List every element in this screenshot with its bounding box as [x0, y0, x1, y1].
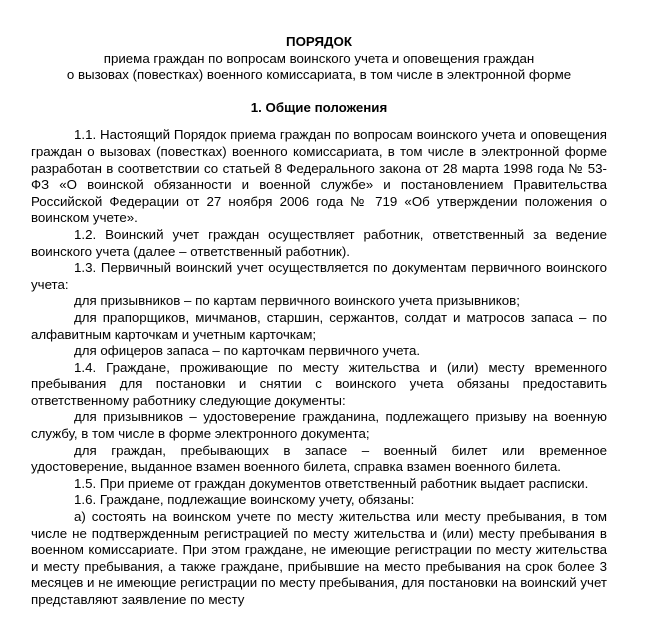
- paragraph-1-4: 1.4. Граждане, проживающие по месту жительства и (или) месту временного пребывания для постановки и снятии с воинского учета обязаны предоставить ответственному работнику следующие документы:: [31, 359, 607, 408]
- document-body: [31, 127, 607, 608]
- document-page: [31, 0, 607, 609]
- paragraph-1-3: 1.3. Первичный воинский учет осуществляется по документам первичного воинского учета:: [31, 260, 607, 292]
- paragraph-1-3-officers: для офицеров запаса – по карточкам первичного учета.: [74, 343, 421, 359]
- paragraph-1-1: 1.1. Настоящий Порядок приема граждан по вопросам воинского учета и оповещения граждан о вызовах (повестках) военного комиссариата, в том числе в электронной форме разработан в соответствии со статьей 8 Федерального закона от 28 марта 1998 года № 53-ФЗ «О воинской обязанности и военной службе» и постановлением Правительства Российской Федерации от 27 ноября 2006 года № 719 «Об утверждении положения о воинском учете».: [31, 127, 607, 226]
- document-subtitle-line-2: о вызовах (повестках) военного комиссариата, в том числе в электронной форме: [66, 67, 572, 83]
- paragraph-1-3-ensigns: для прапорщиков, мичманов, старшин, сержантов, солдат и матросов запаса – по алфавитным карточкам и учетным карточкам;: [31, 309, 607, 342]
- paragraph-1-2: 1.2. Воинский учет граждан осуществляет работник, ответственный за ведение воинского учета (далее – ответственный работник).: [31, 226, 607, 259]
- document-subtitle-line-1: приема граждан по вопросам воинского учета и оповещения граждан: [103, 50, 535, 66]
- paragraph-1-4-conscripts: для призывников – удостоверение гражданина, подлежащего призыву на военную службу, в том числе в форме электронного документа;: [31, 409, 607, 442]
- paragraph-1-6-a: а) состоять на воинском учете по месту жительства или месту пребывания, в том числе не подтвержденным регистрацией по месту жительства и (или) месту пребывания в военном комиссариате. При этом граждане, не имеющие регистрации по месту жительства и месту пребывания, а также граждане, прибывшие на место пребывания на срок более 3 месяцев и не имеющие регистрации по месту пребывания, для постановки на воинский учет представляют заявление по месту: [31, 509, 607, 607]
- paragraph-1-5: 1.5. При приеме от граждан документов ответственный работник выдает расписки.: [74, 475, 589, 491]
- paragraph-1-4-reserve: для граждан, пребывающих в запасе – военный билет или временное удостоверение, выданное взамен военного билета, справка взамен военного билета.: [31, 442, 607, 475]
- paragraph-1-6: 1.6. Граждане, подлежащие воинскому учету, обязаны:: [74, 492, 415, 508]
- section-heading: 1. Общие положения: [250, 99, 388, 115]
- document-title: ПОРЯДОК: [286, 34, 352, 49]
- paragraph-1-3-conscripts: для призывников – по картам первичного воинского учета призывников;: [74, 293, 520, 309]
